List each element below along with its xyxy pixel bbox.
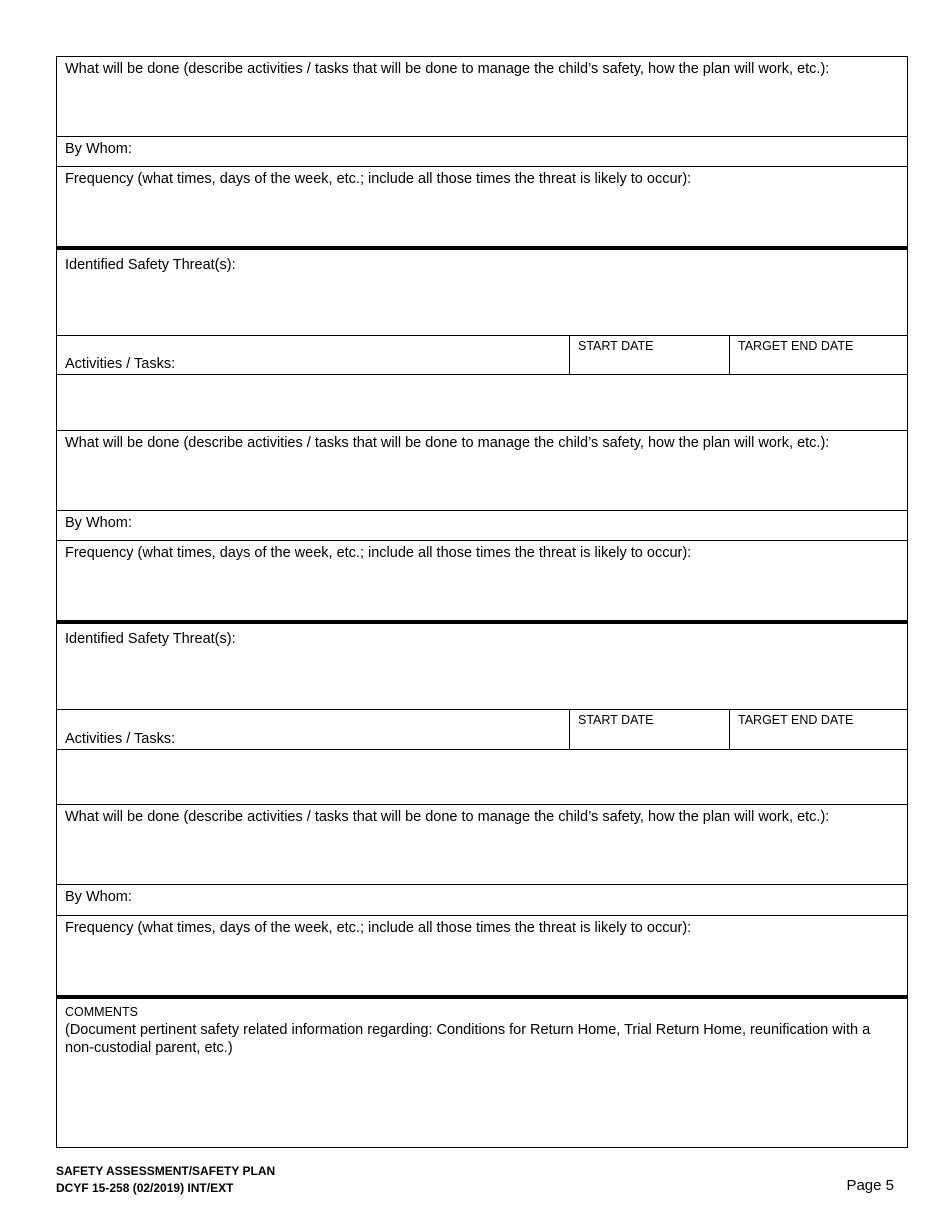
start-date-field-2[interactable]	[569, 336, 730, 374]
by-whom-label: By Whom:	[65, 141, 132, 157]
form-title: SAFETY ASSESSMENT/SAFETY PLAN	[56, 1164, 276, 1178]
target-end-date-label: TARGET END DATE	[738, 713, 854, 727]
frequency-label: Frequency (what times, days of the week, etc.; include all those times the threat is likely to occur):	[65, 545, 692, 561]
frequency-field-1[interactable]	[57, 167, 907, 250]
what-will-be-done-field-2[interactable]	[57, 431, 907, 511]
comments-field[interactable]	[57, 999, 907, 1147]
what-will-be-done-field-3[interactable]	[57, 805, 907, 885]
activities-tasks-field-3[interactable]	[57, 750, 907, 805]
safety-plan-form	[56, 56, 908, 1148]
identified-safety-threat-field-2[interactable]	[57, 250, 907, 336]
form-footer	[56, 1163, 275, 1197]
identified-safety-threat-field-3[interactable]	[57, 624, 907, 710]
target-end-date-field-3[interactable]	[729, 710, 907, 749]
identified-safety-threat-label: Identified Safety Threat(s):	[65, 257, 236, 273]
by-whom-field-1[interactable]	[57, 137, 907, 167]
start-date-label: START DATE	[578, 713, 654, 727]
by-whom-field-2[interactable]	[57, 511, 907, 541]
target-end-date-field-2[interactable]	[729, 336, 907, 374]
what-will-be-done-label: What will be done (describe activities / tasks that will be done to manage the child’s safety, how the plan will work, etc.):	[65, 61, 830, 77]
identified-safety-threat-label: Identified Safety Threat(s):	[65, 631, 236, 647]
what-will-be-done-field-1[interactable]	[57, 57, 907, 137]
by-whom-label: By Whom:	[65, 889, 132, 905]
frequency-field-3[interactable]	[57, 916, 907, 999]
activities-tasks-label: Activities / Tasks:	[65, 356, 176, 372]
by-whom-label: By Whom:	[65, 515, 132, 531]
activities-tasks-header-3	[57, 710, 907, 750]
what-will-be-done-label: What will be done (describe activities / tasks that will be done to manage the child’s safety, how the plan will work, etc.):	[65, 435, 830, 451]
what-will-be-done-label: What will be done (describe activities / tasks that will be done to manage the child’s safety, how the plan will work, etc.):	[65, 809, 830, 825]
activities-tasks-label: Activities / Tasks:	[65, 731, 176, 747]
page-number: Page 5	[846, 1177, 894, 1194]
frequency-label: Frequency (what times, days of the week, etc.; include all those times the threat is likely to occur):	[65, 920, 692, 936]
frequency-field-2[interactable]	[57, 541, 907, 624]
activities-tasks-field-2[interactable]	[57, 375, 907, 431]
frequency-label: Frequency (what times, days of the week, etc.; include all those times the threat is likely to occur):	[65, 171, 692, 187]
start-date-label: START DATE	[578, 339, 654, 353]
comments-note: (Document pertinent safety related information regarding: Conditions for Return Home, Trial Return Home, reunification with a non-custodial parent, etc.)	[65, 1022, 871, 1056]
start-date-field-3[interactable]	[569, 710, 730, 749]
activities-tasks-header-2	[57, 336, 907, 375]
target-end-date-label: TARGET END DATE	[738, 339, 854, 353]
comments-heading: COMMENTS	[65, 1005, 138, 1019]
form-number: DCYF 15-258 (02/2019) INT/EXT	[56, 1181, 234, 1195]
by-whom-field-3[interactable]	[57, 885, 907, 916]
